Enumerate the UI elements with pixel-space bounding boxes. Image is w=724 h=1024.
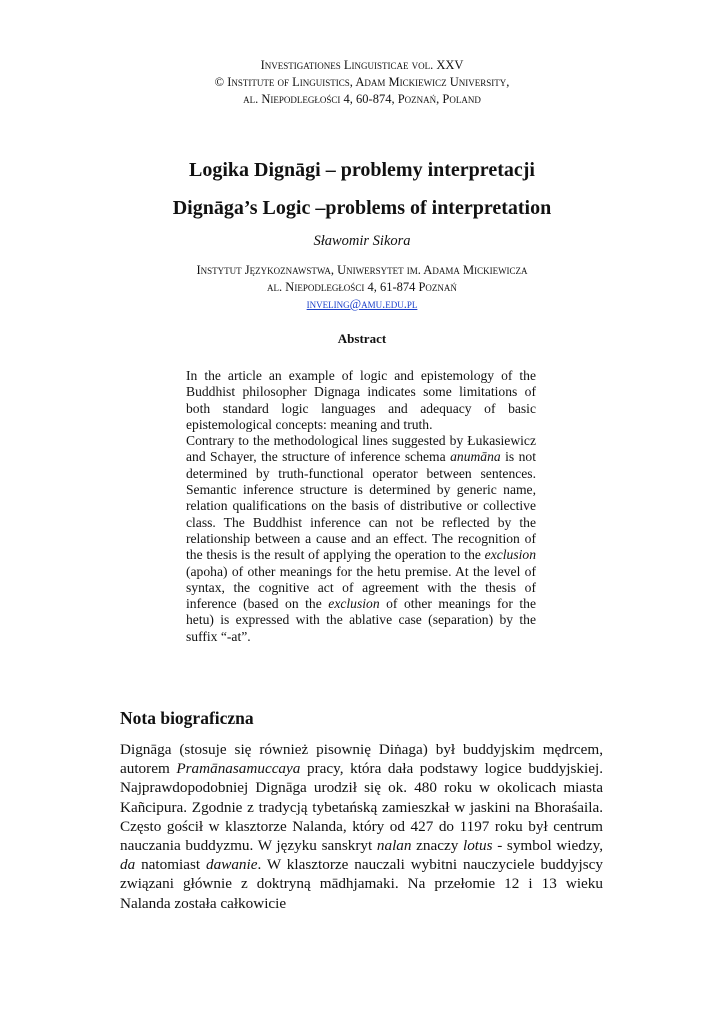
- author-name: Sławomir Sikora: [313, 233, 411, 249]
- abstract-body: [186, 368, 536, 645]
- term-lotus: lotus: [462, 837, 493, 855]
- term-da: da: [120, 856, 136, 874]
- term-anumana: anumāna: [450, 449, 501, 465]
- affiliation-address: al. Niepodległości 4, 61-874 Poznań: [267, 280, 457, 294]
- affiliation-institution: Instytut Językoznawstwa, Uniwersytet im. Adama Mickiewicza: [196, 263, 528, 277]
- work-title: Pramānasamuccaya: [176, 760, 301, 778]
- term-exclusion: exclusion: [484, 547, 536, 563]
- abstract-paragraph-1: In the article an example of logic and epistemology of the Buddhist philosopher Dignaga indicates some limitations of both standard logic languages and adequacy of basic epistemological concepts: meaning and truth.: [186, 368, 536, 432]
- section-heading: Nota biograficzna: [120, 708, 254, 728]
- abstract-heading: Abstract: [337, 331, 387, 346]
- journal-header: [0, 57, 724, 108]
- email-link[interactable]: inveling@amu.edu.pl: [306, 297, 418, 311]
- copyright-line: © Institute of Linguistics, Adam Mickiewicz University,: [214, 75, 510, 89]
- abstract-paragraph-2: Contrary to the methodological lines suggested by Łukasiewicz and Schayer, the structure of inference schema anumāna is not determined by truth-functional operator between sentences. Semantic inference structure is determined by generic name, relation qualifications on the basis of distributive or collective class. The Buddhist inference can not be reflected by the relationship between a cause and an effect. The recognition of the thesis is the result of applying the operation to the exclusion (apoha) of other meanings for the hetu premise. At the level of syntax, the cognitive act of agreement with the thesis of inference (based on the exclusion of other meanings for the hetu) is expressed with the ablative case (separation) by the suffix “-at”.: [186, 433, 536, 644]
- title-english: Dignāga’s Logic –problems of interpretation: [172, 197, 552, 219]
- term-nalan: nalan: [376, 837, 412, 855]
- institute-address: al. Niepodległości 4, 60-874, Poznań, Poland: [243, 92, 481, 106]
- title-polish: Logika Dignāgi – problemy interpretacji: [189, 159, 535, 181]
- biography-paragraph: Dignāga (stosuje się również pisownię Diṅaga) był buddyjskim mędrcem, autorem Pramānasamuccaya pracy, która dała podstawy logice buddyjskiej. Najprawdopodobniej Dignāga urodził się ok. 480 roku w okolicach miasta Kañcipura. Zgodnie z tradycją tybetańską zamieszkał w jaskini na Bhoraśaila. Często gościł w klasztorze Nalanda, który od 427 do 1197 roku był centrum nauczania buddyzmu. W języku sanskryt nalan znaczy lotus - symbol wiedzy, da natomiast dawanie. W klasztorze nauczali wybitni nauczyciele buddyjscy związani głównie z doktryną mādhjamaki. Na przełomie 12 i 13 wieku Nalanda została całkowicie: [120, 741, 603, 912]
- author-affiliation: [0, 262, 724, 313]
- journal-name: Investigationes Linguisticae vol. XXV: [260, 58, 464, 72]
- term-exclusion: exclusion: [328, 596, 380, 612]
- term-dawanie: dawanie: [206, 856, 258, 874]
